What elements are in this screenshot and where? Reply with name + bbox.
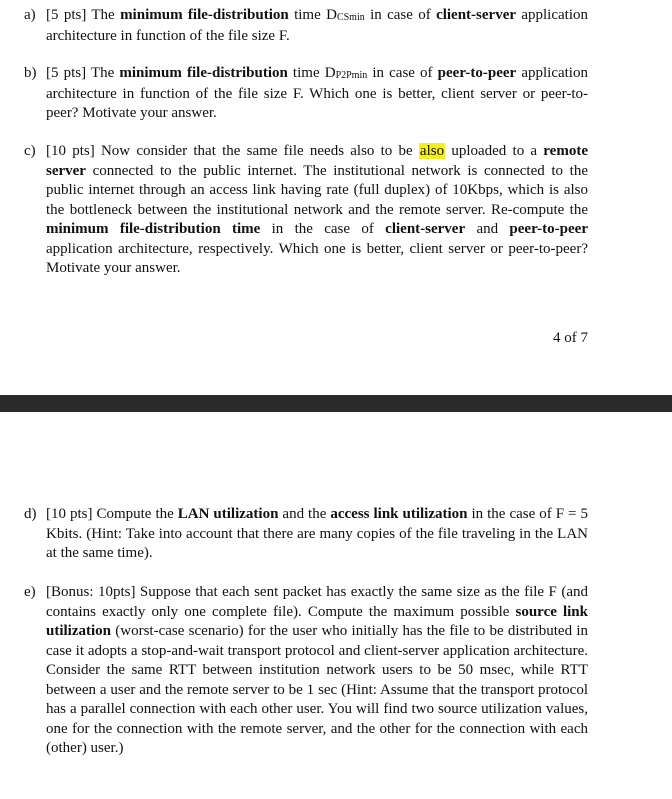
text-run: [10 pts] Compute the: [46, 506, 178, 522]
bold-term: minimum file-distribution time: [46, 221, 261, 237]
text-run: application architecture, respectively. Which one is better, client server or peer-to-peer? Motivate your answer.: [46, 240, 588, 276]
text-run: in case of: [367, 65, 438, 81]
page-number: 4 of 7: [553, 330, 588, 346]
math-symbol-letter: D: [326, 7, 337, 23]
question-label: e): [24, 584, 36, 600]
text-run: application architecture in function of the file size F.: [46, 7, 588, 44]
text-run: [10 pts] Now consider that the same file needs also to be: [46, 143, 419, 159]
bold-term: client-server: [436, 7, 517, 23]
question-label: a): [24, 7, 36, 23]
text-run: (worst-case scenario) for the user who initially has the file to be distributed in case it adopts a stop-and-wait transport protocol and client-server application architecture. Consider the same RTT between institution network users to be 50 msec, while RTT between a user and the remote server to be 1 sec (Hint: Assume that the transport protocol has a parallel connection with each other user. You will find two source utilization values, one for the connection with the remote server, and the other for the connection with each (other) user.): [46, 623, 588, 756]
text-run: application architecture in function of the file size F. Which one is better, client server or peer-to-peer? Motivate your answer.: [46, 65, 588, 121]
question-a: [24, 6, 588, 46]
math-symbol: [325, 65, 368, 81]
text-run: and: [465, 221, 510, 237]
bold-term: remote server: [46, 143, 588, 179]
bold-term: minimum file-distribution: [120, 7, 289, 23]
question-d: [24, 505, 588, 564]
text-run: time: [288, 7, 327, 23]
question-text: [46, 505, 588, 564]
document-page-4: [0, 0, 672, 395]
question-text: [46, 583, 588, 759]
text-run: in case of: [364, 7, 437, 23]
text-run: time: [287, 65, 325, 81]
document-page-5: [0, 412, 672, 799]
text-run: uploaded to a: [445, 143, 544, 159]
text-run: [5 pts] The: [46, 7, 121, 23]
question-label: b): [24, 65, 37, 81]
bold-term: client-server: [385, 221, 466, 237]
text-run: [5 pts] The: [46, 65, 120, 81]
bold-term: access link utilization: [330, 506, 468, 522]
math-symbol-subscript: CSmin: [336, 12, 365, 23]
text-run: and the: [278, 506, 331, 522]
bold-term: peer-to-peer: [437, 65, 517, 81]
bold-term: LAN utilization: [177, 506, 279, 522]
text-run: in the case of F = 5 Kbits. (Hint: Take into account that there are many copies of the file traveling in the LAN at the same time).: [46, 506, 588, 561]
question-text: [46, 6, 588, 46]
bold-term: peer-to-peer: [509, 221, 588, 237]
question-text: [46, 142, 588, 279]
math-symbol-subscript: P2Pmin: [335, 70, 368, 81]
question-label: d): [24, 506, 37, 522]
question-b: [24, 64, 588, 124]
math-symbol: [326, 7, 365, 23]
question-c: [24, 142, 588, 279]
text-run: [Bonus: 10pts] Suppose that each sent packet has exactly the same size as the file F (and contains exactly only one complete file). Compute the maximum possible: [46, 584, 588, 620]
text-run: in the case of: [260, 221, 386, 237]
question-e: [24, 583, 588, 759]
bold-term: source link utilization: [46, 603, 588, 639]
highlighted-text: also: [419, 143, 445, 159]
question-text: [46, 64, 588, 124]
question-label: c): [24, 143, 36, 159]
page-separator: [0, 395, 672, 412]
text-run: connected to the public internet. The institutional network is connected to the public internet through an access link having rate (full duplex) of 10Kbps, which is also the bottleneck between the institutional network and the remote server. Re-compute the: [46, 162, 588, 218]
math-symbol-letter: D: [324, 65, 336, 81]
bold-term: minimum file-distribution: [119, 65, 288, 81]
